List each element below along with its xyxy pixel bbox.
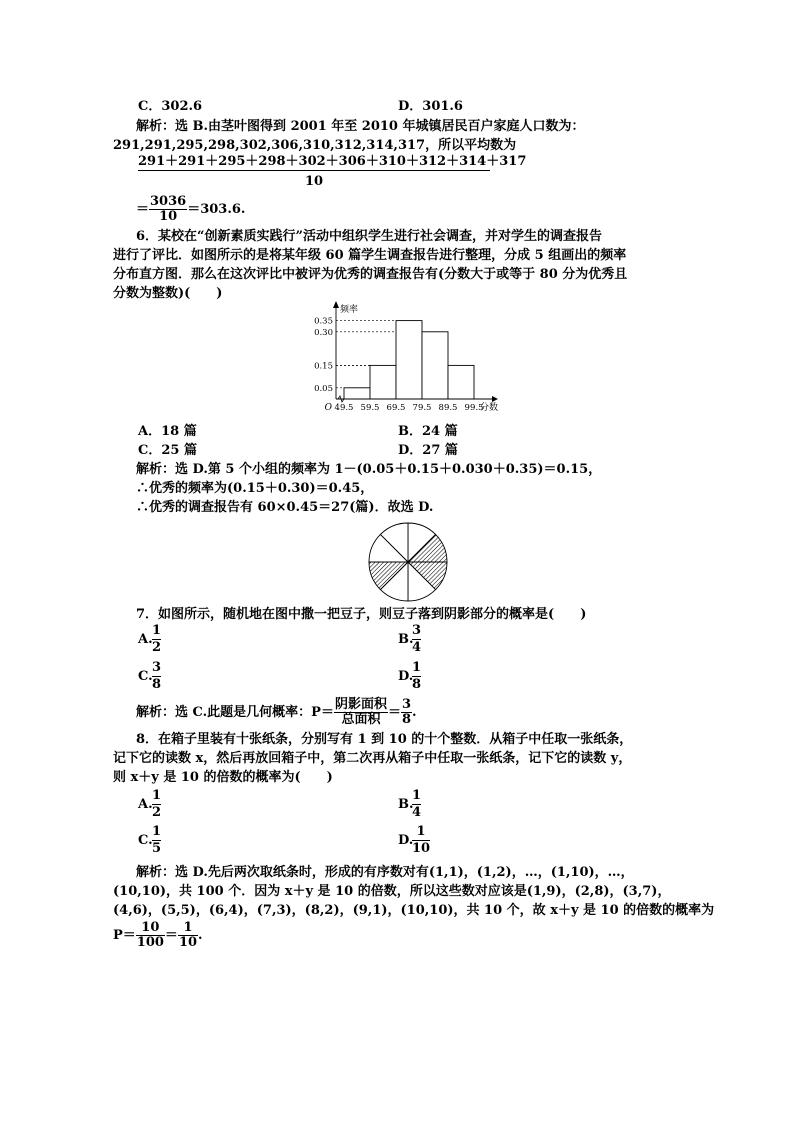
q5-average-denominator: 10 [159,209,178,224]
q8-option-c-denominator: 5 [152,841,162,856]
q8-solution-line1: 解析：选 D.先后两次取纸条时，形成的有序数对有(1,1)，(1,2)，…，(1,10)，…， [136,865,634,880]
x-tick-label: 69.5 [386,403,406,413]
q8-option-a-label: A. [138,797,153,812]
q8-option-d-label: D. [398,833,414,848]
q7-solution-denominator: 总面积 [341,712,381,727]
q8-option-a-denominator: 2 [152,805,162,820]
q8-solution-fraction [136,921,165,950]
y-tick-label: 0.15 [314,361,333,372]
y-axis-label: 频率 [340,305,359,315]
histogram-bar [396,321,422,399]
q5-average-result [136,193,245,227]
q6-option-c: C．25 篇 [138,443,197,458]
q8-option-a-numerator: 1 [152,788,162,803]
q8-option-b-label: B. [398,797,414,812]
q6-stem-line3: 分布直方图．那么在这次评比中被评为优秀的调查报告有(分数大于或等于 80 分为优秀且 [113,267,628,282]
q7-solution-numerator: 阴影面积 [334,697,387,712]
origin-label: O [324,403,332,413]
x-axis-arrow [492,396,498,402]
y-tick-label: 0.35 [314,316,333,327]
q7-option-c-numerator: 3 [152,660,162,675]
q7-option-b-label: B. [398,632,414,647]
q7-option-b [398,623,438,659]
q5-option-d: D．301.6 [398,99,463,114]
q7-option-a-label: A. [138,632,153,647]
q6-stem-line4: 分数为整数)( ) [113,286,223,301]
q5-eq-prefix: ＝ [136,202,150,217]
q7-option-a [138,623,178,659]
q5-solution-line1: 解析：选 B.由茎叶图得到 2001 年至 2010 年城镇居民百户家庭人口数为： [136,119,585,134]
q7-solution-fraction [334,698,388,727]
x-tick-label: 99.5 [464,403,484,413]
q8-solution-numerator: 10 [136,921,165,936]
q8-option-d-numerator: 1 [412,824,430,841]
q8-option-c-numerator: 1 [152,824,162,839]
circle-sectors [369,523,447,601]
q8-option-b [398,788,438,824]
q8-solution-prefix: P＝ [113,928,136,943]
q7-option-c-label: C. [138,669,153,684]
histogram-bar [422,332,448,399]
q7-solution-prefix: 解析：选 C.此题是几何概率：P＝ [136,705,334,720]
q5-sum-numerator: 291＋291＋295＋298＋302＋306＋310＋312＋314＋317 [138,154,527,169]
histogram-content [314,301,498,413]
x-tick-label: 89.5 [438,403,458,413]
frequency-histogram [300,300,500,418]
q6-solution-line3: ∴优秀的调查报告有 60×0.45＝27(篇)．故选 D. [136,500,434,515]
q7-solution-equals: ＝ [387,705,401,720]
q6-option-a: A．18 篇 [138,424,197,439]
q6-solution-line2: ∴优秀的频率为(0.15＋0.30)＝0.45， [136,481,374,496]
q8-solution-line2: (10,10)，共 100 个．因为 x＋y 是 10 的倍数，所以这些数对应该是(1,9)，(2,8)，(3,7)， [113,884,671,899]
q7-option-c [138,660,178,696]
x-tick-label: 59.5 [360,403,380,413]
q7-stem: 7．如图所示，随机地在图中撒一把豆子，则豆子落到阴影部分的概率是( ) [136,607,587,622]
q6-option-b: B．24 篇 [398,424,458,439]
q7-option-d [398,660,438,696]
q8-option-c-label: C. [138,833,153,848]
q8-option-c [138,824,178,860]
q7-option-d-label: D. [398,669,414,684]
q7-option-b-numerator: 3 [412,623,422,638]
histogram-bar [344,388,370,399]
q8-option-a [138,788,178,824]
q7-option-b-denominator: 4 [412,640,422,655]
q7-solution [136,696,417,730]
q8-solution-line3: (4,6)，(5,5)，(6,4)，(7,3)，(8,2)，(9,1)，(10,10)，共 10 个，故 x＋y 是 10 的倍数的概率为 [113,903,715,918]
q8-solution-equals: ＝ [164,928,178,943]
q8-solution-result [113,919,203,953]
y-tick-label: 0.30 [314,327,333,338]
y-tick-label: 0.05 [314,383,333,394]
shaded-circle-figure [366,520,450,604]
q6-option-d: D．27 篇 [398,443,458,458]
q7-solution-period: . [412,705,417,720]
q5-average-fraction [149,195,187,224]
q8-option-b-numerator: 1 [412,788,422,803]
q5-average-numerator: 3036 [150,194,187,209]
q8-stem-line1: 8．在箱子里装有十张纸条，分别写有 1 到 10 的十个整数．从箱子中任取一张纸条， [136,732,633,747]
q7-option-a-denominator: 2 [152,640,162,655]
q5-eq-result: ＝303.6. [187,202,246,217]
q8-stem-line2: 记下它的读数 x，然后再放回箱子中，第二次再从箱子中任取一张纸条，记下它的读数 y， [113,751,632,766]
q8-result-fraction [178,921,198,950]
q6-stem-line1: 6．某校在“创新素质实践行”活动中组织学生进行社会调查，并对学生的调查报告 [136,229,603,244]
x-tick-label: 49.5 [334,403,354,413]
q7-option-d-numerator: 1 [412,660,422,675]
q8-result-denominator: 10 [178,935,198,950]
y-axis-arrow [333,301,339,308]
q8-solution-period: . [198,928,203,943]
q5-option-c: C．302.6 [138,99,203,114]
q5-sum-denominator: 10 [304,174,324,189]
q7-option-a-numerator: 1 [152,623,162,638]
q8-option-d-denominator: 10 [412,841,431,856]
x-axis-label: 分数 [480,403,499,413]
q7-option-d-denominator: 8 [412,677,422,692]
histogram-bar [448,365,474,399]
q8-option-d [398,824,438,860]
q6-solution-line1: 解析：选 D.第 5 个小组的频率为 1－(0.05＋0.15＋0.030＋0.35)＝0.15， [136,462,602,477]
x-tick-label: 79.5 [412,403,432,413]
q8-solution-denominator: 100 [136,935,164,950]
q8-option-b-denominator: 4 [412,805,422,820]
q7-result-denominator: 8 [401,712,412,727]
q8-result-numerator: 1 [178,921,198,936]
histogram-bar [370,365,396,399]
q5-solution-line2: 291,291,295,298,302,306,310,312,314,317，所以平均数为 [113,138,517,153]
q7-result-fraction [401,698,412,727]
q7-option-c-denominator: 8 [152,677,162,692]
q8-stem-line3: 则 x＋y 是 10 的倍数的概率为( ) [113,770,333,785]
q7-result-numerator: 3 [401,697,412,712]
q6-stem-line2: 进行了评比．如图所示的是将某年级 60 篇学生调查报告进行整理，分成 5 组画出的频率 [113,248,627,263]
